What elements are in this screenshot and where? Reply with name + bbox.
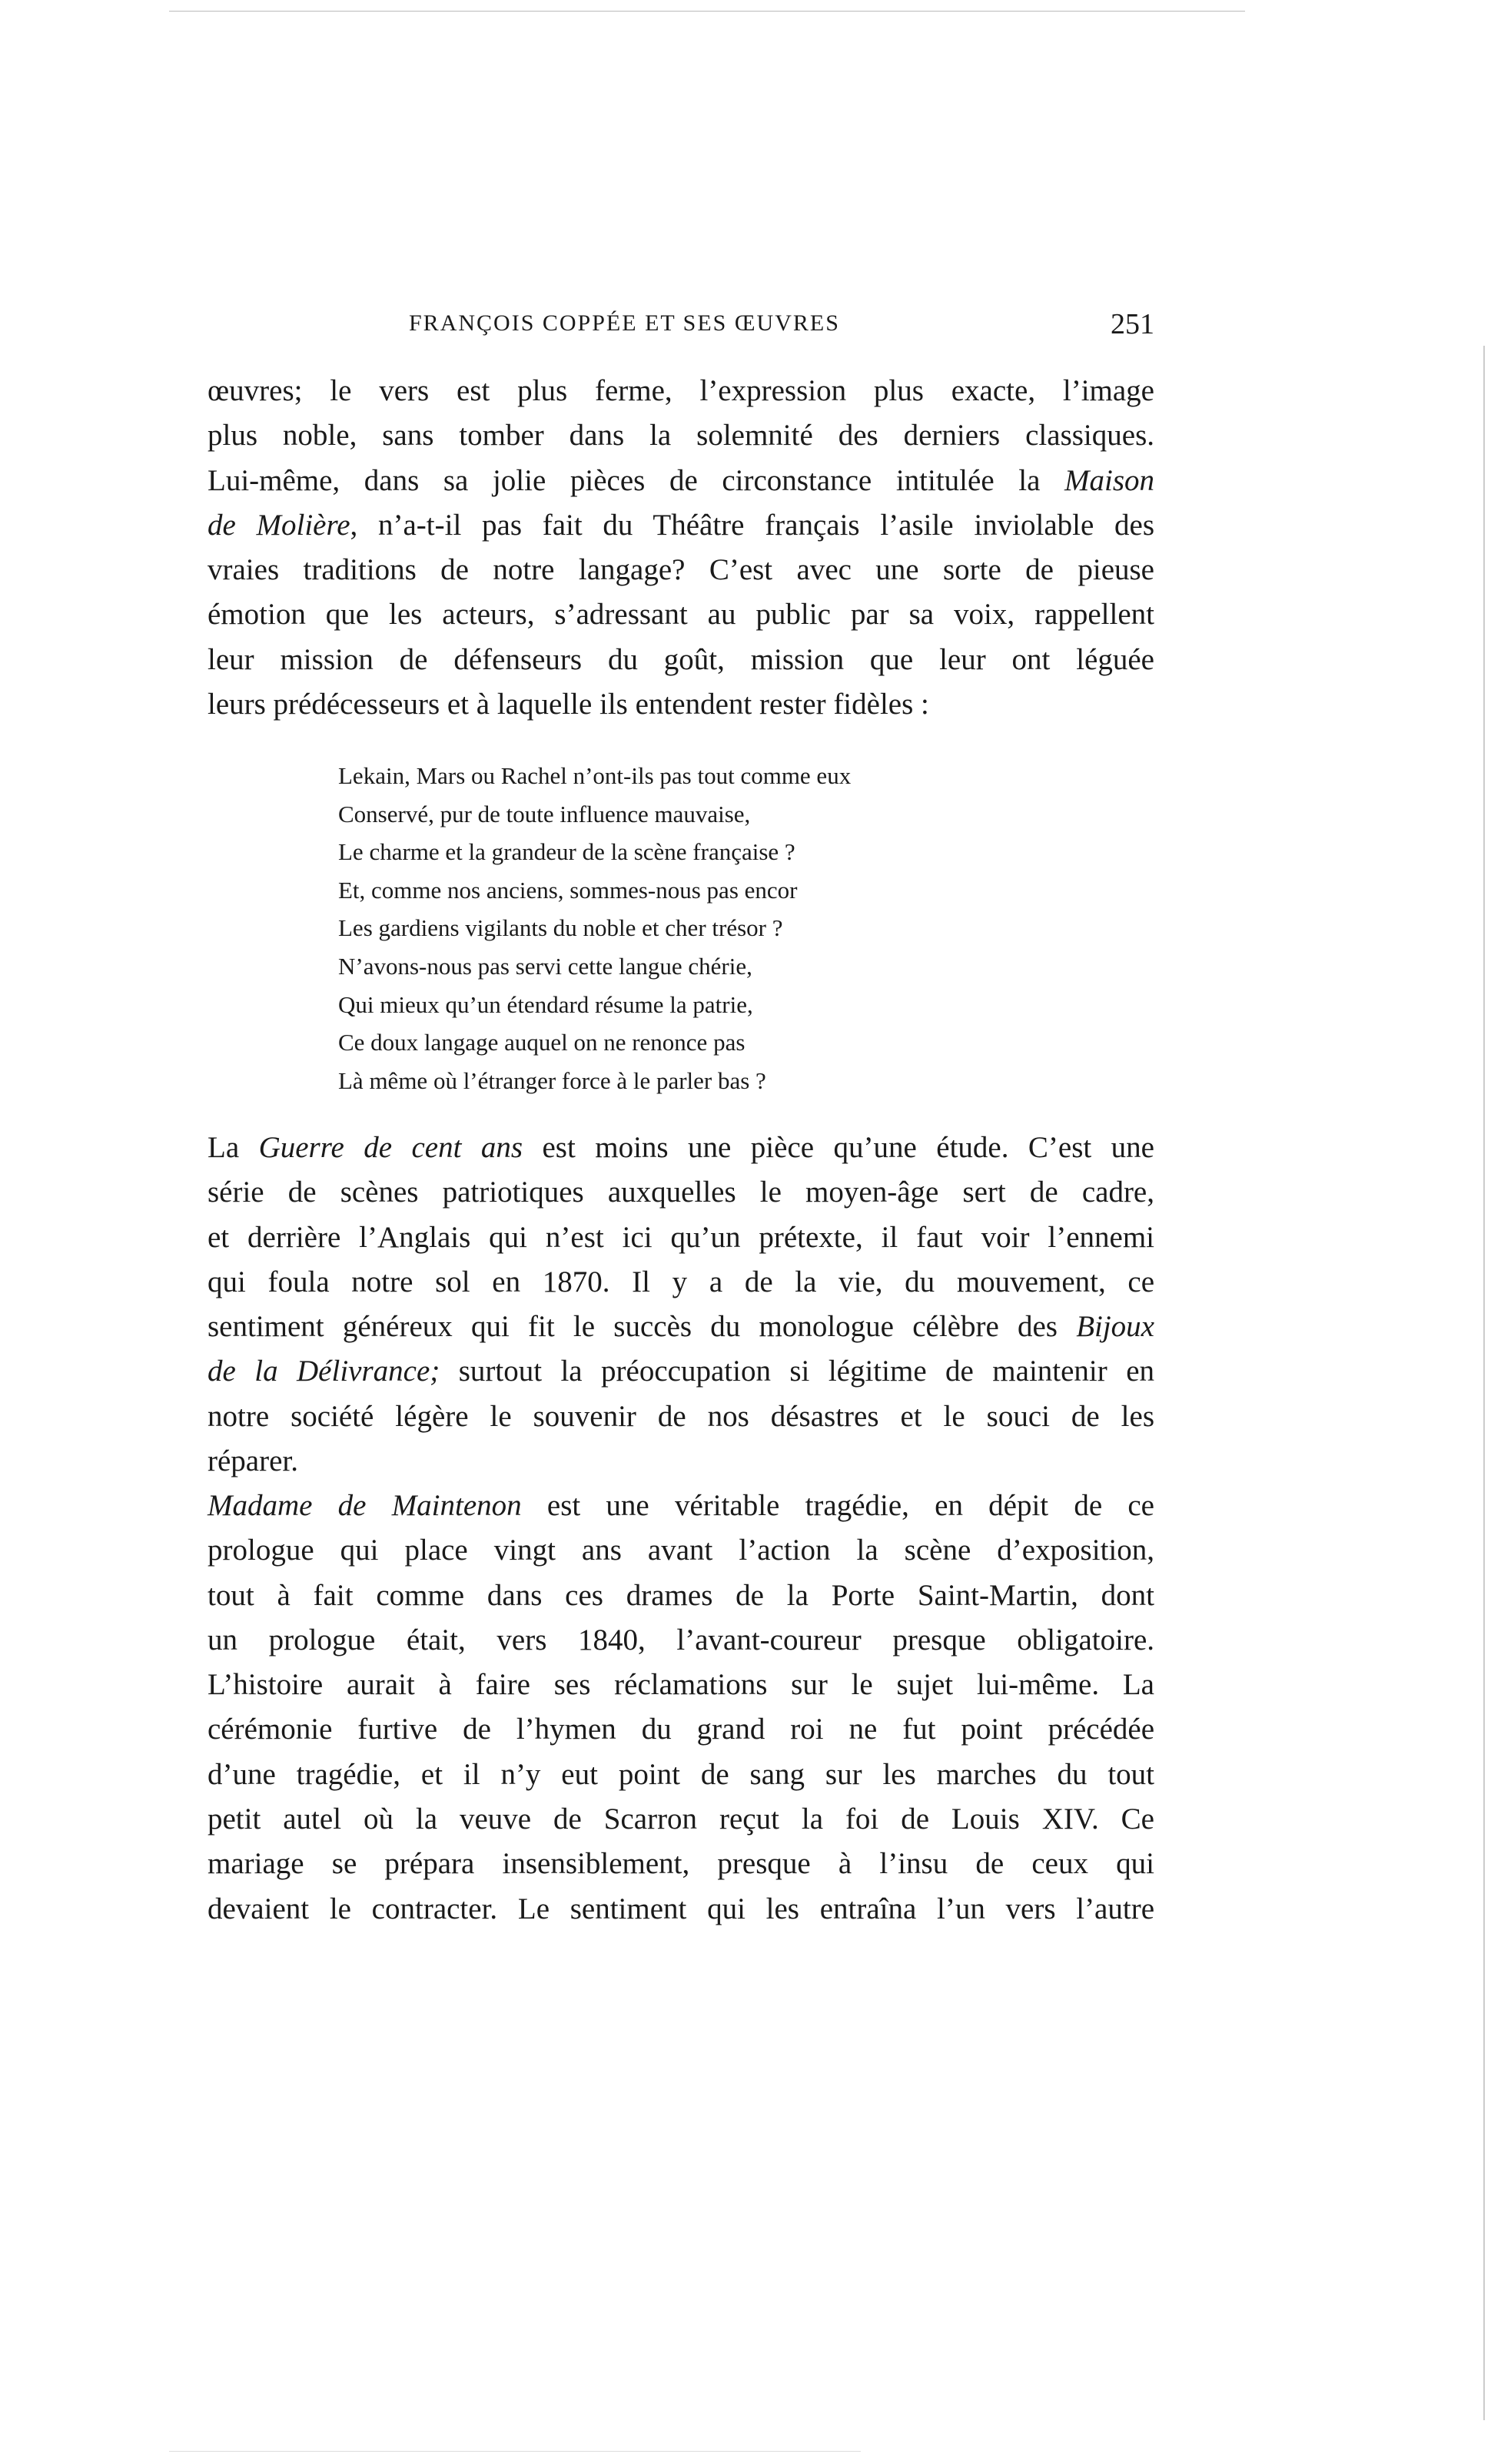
text-line: cérémonie furtive de l’hymen du grand roi ne fut point précédée [208, 1713, 1154, 1746]
text-line: devaient le contracter. Le sentiment qui les entraîna l’un vers l’autre [208, 1892, 1154, 1925]
text-line: notre société légère le souvenir de nos désastres et le souci de les [208, 1399, 1154, 1433]
text-span: sentiment généreux qui fit le succès du monologue célèbre des [208, 1310, 1077, 1344]
scan-edge-bottom [169, 2451, 861, 2452]
running-header [208, 310, 1154, 349]
paragraph-3 [208, 1484, 1154, 1932]
italic-title: de la Délivrance; [208, 1355, 440, 1388]
text-line: leur mission de défenseurs du goût, mission que leur ont léguée [208, 642, 1154, 676]
paragraph-2 [208, 1126, 1154, 1484]
paragraph-1 [208, 369, 1154, 727]
text-line: émotion que les acteurs, s’adressant au public par sa voix, rappellent [208, 598, 1154, 632]
text-line [208, 1484, 1154, 1528]
text-span: surtout la préoccupation si légitime de maintenir en [440, 1355, 1154, 1388]
text-line [208, 459, 1154, 503]
text-line: prologue qui place vingt ans avant l’action la scène d’exposition, [208, 1534, 1154, 1567]
scan-edge-right [1483, 346, 1485, 2420]
text-line: un prologue était, vers 1840, l’avant-coureur presque obligatoire. [208, 1623, 1154, 1656]
text-line: œuvres; le vers est plus ferme, l’expression plus exacte, l’image [208, 374, 1154, 407]
text-line [208, 1126, 1154, 1170]
verse-line: N’avons-nous pas servi cette langue chérie, [338, 952, 752, 980]
text-line: vraies traditions de notre langage? C’est avec une sorte de pieuse [208, 553, 1154, 587]
scan-edge-top [169, 11, 1245, 12]
text-line: petit autel où la veuve de Scarron reçut la foi de Louis XIV. Ce [208, 1802, 1154, 1836]
text-span: est une véritable tragédie, en dépit de ce [521, 1489, 1154, 1522]
italic-title: de Molière [208, 508, 350, 542]
verse-line: Les gardiens vigilants du noble et cher trésor ? [338, 914, 783, 942]
text-line: série de scènes patriotiques auxquelles le moyen-âge sert de cadre, [208, 1176, 1154, 1209]
verse-line: Là même où l’étranger force à le parler bas ? [338, 1066, 766, 1094]
text-line [208, 1305, 1154, 1349]
verse-line: Qui mieux qu’un étendard résume la patrie, [338, 990, 753, 1018]
verse-line: Et, comme nos anciens, sommes-nous pas encor [338, 876, 798, 904]
italic-title: Guerre de cent ans [258, 1131, 523, 1164]
text-line: tout à fait comme dans ces drames de la Porte Saint-Martin, dont [208, 1578, 1154, 1612]
italic-title: Maison [1064, 463, 1154, 497]
text-line [208, 503, 1154, 548]
text-span: Lui-même, dans sa jolie pièces de circonstance intitulée la [208, 463, 1064, 497]
text-line: d’une tragédie, et il n’y eut point de sang sur les marches du tout [208, 1757, 1154, 1791]
text-line: qui foula notre sol en 1870. Il y a de la vie, du mouvement, ce [208, 1265, 1154, 1298]
text-line [208, 1349, 1154, 1394]
text-line: réparer. [208, 1444, 298, 1478]
text-line: mariage se prépara insensiblement, presque à l’insu de ceux qui [208, 1847, 1154, 1881]
text-line: et derrière l’Anglais qui n’est ici qu’un prétexte, il faut voir l’ennemi [208, 1220, 1154, 1254]
text-span: La [208, 1131, 259, 1164]
verse-line: Lekain, Mars ou Rachel n’ont-ils pas tout comme eux [338, 762, 852, 789]
text-line: plus noble, sans tomber dans la solemnité des derniers classiques. [208, 419, 1154, 453]
text-line: leurs prédécesseurs et à laquelle ils entendent rester fidèles : [208, 688, 929, 721]
page-number: 251 [1111, 308, 1154, 340]
verse-line: Ce doux langage auquel on ne renonce pas [338, 1029, 746, 1056]
text-span: , n’a-t-il pas fait du Théâtre français l’asile inviolable des [350, 508, 1155, 542]
running-title: FRANÇOIS COPPÉE ET SES ŒUVRES [409, 310, 840, 336]
italic-title: Bijoux [1076, 1310, 1154, 1344]
italic-title: Madame de Maintenon [208, 1489, 522, 1522]
verse-line: Le charme et la grandeur de la scène française ? [338, 838, 795, 866]
text-line: L’histoire aurait à faire ses réclamations sur le sujet lui-même. La [208, 1668, 1154, 1702]
text-span: est moins une pièce qu’une étude. C’est une [523, 1131, 1154, 1164]
verse-line: Conservé, pur de toute influence mauvaise, [338, 800, 751, 827]
verse-quote [338, 757, 851, 1099]
